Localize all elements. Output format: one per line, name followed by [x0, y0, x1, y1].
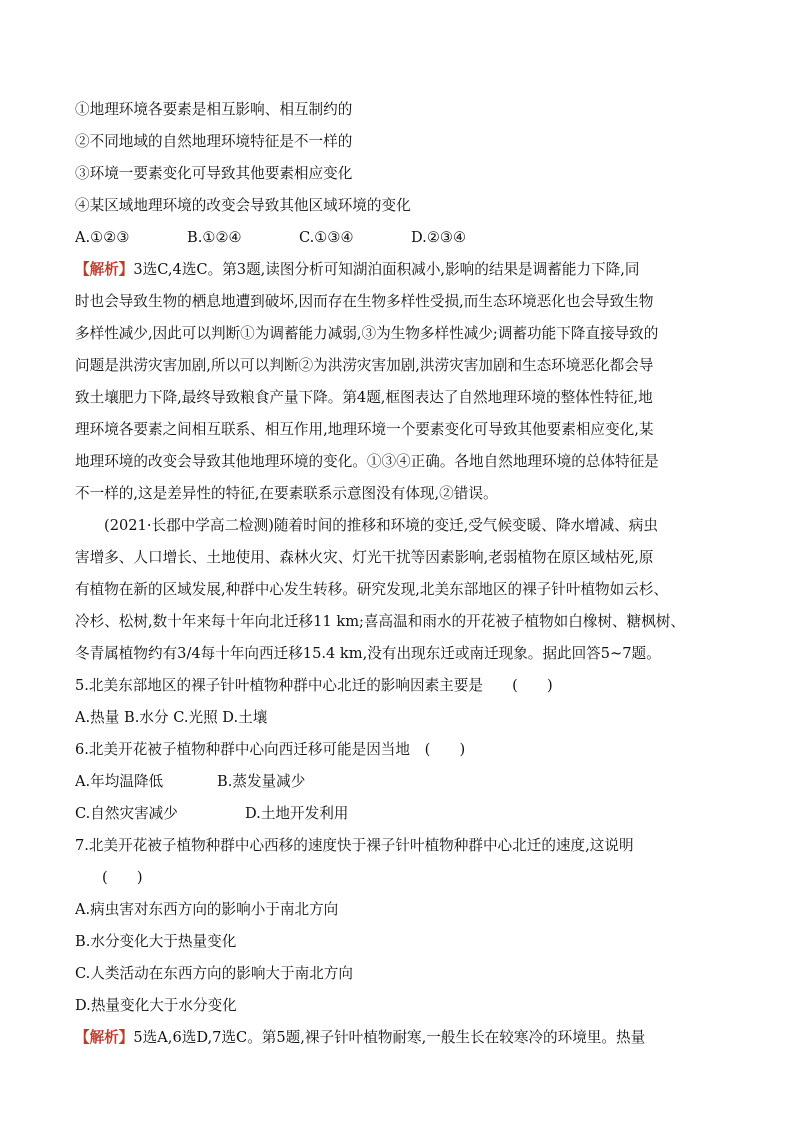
- analysis-1-line-8: 不一样的,这是差异性的特征,在要素联系示意图没有体现,②错误。: [75, 485, 498, 502]
- q7-choice-a: A.病虫害对东西方向的影响小于南北方向: [75, 901, 339, 918]
- analysis-1-line-1: 【解析】3选C,4选C。第3题,读图分析可知湖泊面积减小,影响的结果是调蓄能力下降,同: [75, 261, 640, 278]
- analysis-1-line-7: 地理环境的改变会导致其他地理环境的变化。①③④正确。各地自然地理环境的总体特征是: [75, 453, 659, 470]
- intro-option-2: ②不同地域的自然地理环境特征是不一样的: [75, 133, 353, 150]
- analysis-1-line-4: 问题是洪涝灾害加剧,所以可以判断②为洪涝灾害加剧,洪涝灾害加剧和生态环境恶化都会导: [75, 357, 654, 374]
- intro-option-1: ①地理环境各要素是相互影响、相互制约的: [75, 101, 353, 118]
- q6-choice-c: C.自然灾害减少: [75, 805, 178, 822]
- analysis-1-line-3: 多样性减少,因此可以判断①为调蓄能力减弱,③为生物多样性减少;调蓄功能下降直接导致的: [75, 325, 659, 342]
- analysis-tag: 【解析】: [75, 261, 134, 278]
- q5-choices: A.热量 B.水分 C.光照 D.土壤: [75, 709, 268, 726]
- intro-option-3: ③环境一要素变化可导致其他要素相应变化: [75, 165, 353, 182]
- analysis-1-line-2: 时也会导致生物的栖息地遭到破坏,因而存在生物多样性受损,而生态环境恶化也会导致生物: [75, 293, 654, 310]
- passage-line-2: 害增多、人口增长、土地使用、森林火灾、灯光干扰等因素影响,老弱植物在原区域枯死,原: [75, 549, 654, 566]
- passage-line-1: (2021·长郡中学高二检测)随着时间的推移和环境的变迁,受气候变暖、降水增减、病虫: [104, 517, 658, 534]
- q7-blank: ( ): [102, 869, 143, 886]
- q7-choice-c: C.人类活动在东西方向的影响大于南北方向: [75, 965, 353, 982]
- q7-stem: 7.北美开花被子植物种群中心西移的速度快于裸子针叶植物种群中心北迁的速度,这说明: [75, 837, 634, 854]
- q7-choice-b: B.水分变化大于热量变化: [75, 933, 237, 950]
- q4-choices: [75, 228, 466, 248]
- q7-choice-d: D.热量变化大于水分变化: [75, 997, 237, 1014]
- analysis-2-line-1: 【解析】5选A,6选D,7选C。第5题,裸子针叶植物耐寒,一般生长在较寒冷的环境里。热量: [75, 1029, 646, 1046]
- q5-stem: 5.北美东部地区的裸子针叶植物种群中心北迁的影响因素主要是 ( ): [75, 677, 553, 694]
- q6-choices-row-1: [75, 772, 305, 792]
- q4-choice-c: C.①③④: [299, 229, 354, 246]
- q4-choice-b: B.①②④: [187, 229, 242, 246]
- q6-stem: 6.北美开花被子植物种群中心向西迁移可能是因当地 ( ): [75, 741, 466, 758]
- passage-line-3: 有植物在新的区域发展,种群中心发生转移。研究发现,北美东部地区的裸子针叶植物如云杉、: [75, 581, 669, 598]
- analysis-tag: 【解析】: [75, 1029, 134, 1046]
- q6-choice-d: D.土地开发利用: [245, 805, 349, 822]
- intro-option-4: ④某区域地理环境的改变会导致其他区域环境的变化: [75, 197, 411, 214]
- q6-choices-row-2: [75, 804, 348, 824]
- q6-choice-b: B.蒸发量减少: [217, 773, 306, 790]
- passage-line-5: 冬青属植物约有3/4每十年向西迁移15.4 km,没有出现东迁或南迁现象。据此回答5~7题。: [75, 645, 661, 662]
- q6-choice-a: A.年均温降低: [75, 773, 164, 790]
- analysis-1-line-6: 理环境各要素之间相互联系、相互作用,地理环境一个要素变化可导致其他要素相应变化,某: [75, 421, 654, 438]
- analysis-1-line-5: 致土壤肥力下降,最终导致粮食产量下降。第4题,框图表达了自然地理环境的整体性特征,地: [75, 389, 653, 406]
- q4-choice-d: D.②③④: [411, 229, 467, 246]
- passage-line-4: 冷杉、松树,数十年来每十年向北迁移11 km;喜高温和雨水的开花被子植物如白橡树、糖枫树、: [75, 613, 686, 630]
- q4-choice-a: A.①②③: [75, 229, 130, 246]
